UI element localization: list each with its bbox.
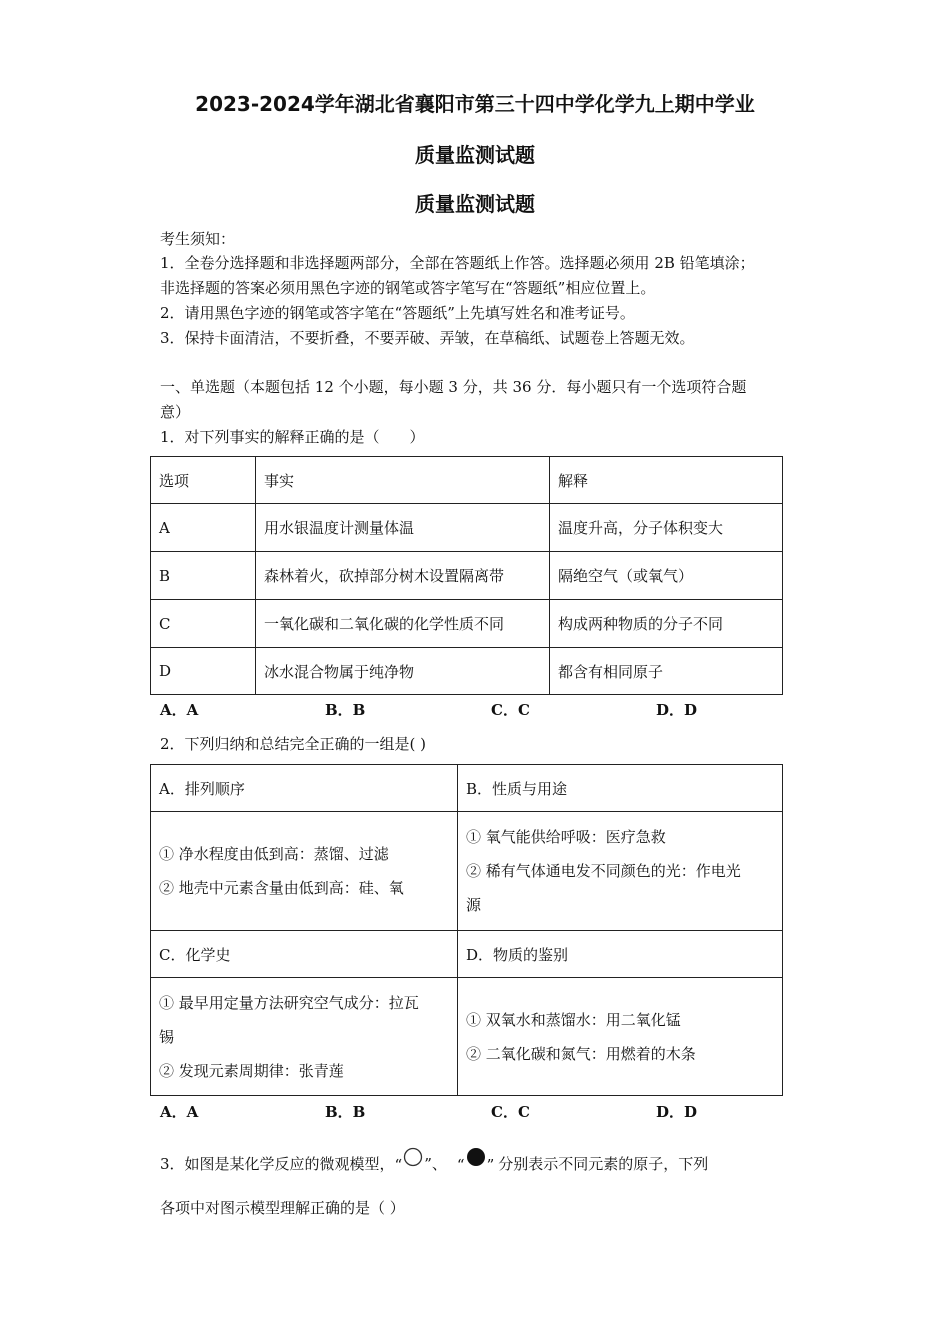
q1-row-option: A [151,504,256,552]
q2-d-line-2: ② 二氧化碳和氮气：用燃着的木条 [466,1044,696,1063]
notice-item-3: 3．保持卡面清洁，不要折叠，不要弄破、弄皱，在草稿纸、试题卷上答题无效。 [160,329,695,347]
q3-stem-prefix: 3．如图是某化学反应的微观模型， [160,1155,395,1173]
q3-stem-line-1 [160,1146,708,1174]
solid-atom-icon [465,1146,487,1168]
section1-heading-a: 一、单选题（本题包括 12 个小题，每小题 3 分，共 36 分．每小题只有一个选项符合题 [160,378,747,396]
q2-a-head: A．排列顺序 [151,765,458,812]
notice-item-1a: 1．全卷分选择题和非选择题两部分，全部在答题纸上作答。选择题必须用 2B 铅笔填涂； [160,254,755,272]
q1-choice-d[interactable]: D．D [656,701,698,719]
q1-row-explanation: 温度升高，分子体积变大 [550,504,783,552]
notice-item-2: 2．请用黑色字迹的钢笔或答字笔在“答题纸”上先填写姓名和准考证号。 [160,304,635,322]
table-row [151,600,783,648]
q2-d-head: D．物质的鉴别 [458,931,783,978]
q2-b-line-3: 源 [466,896,482,914]
section1-heading-b: 意） [160,403,191,421]
q2-a-body [151,812,458,931]
q1-row-option: B [151,552,256,600]
q1-row-explanation: 构成两种物质的分子不同 [550,600,783,648]
q2-choice-b[interactable]: B．B [325,1103,366,1121]
q1-row-option: D [151,648,256,695]
q1-header-explanation: 解释 [550,457,783,504]
q2-c-body [151,978,458,1096]
q1-row-fact: 冰水混合物属于纯净物 [256,648,550,695]
q1-row-option: C [151,600,256,648]
q1-stem: 1．对下列事实的解释正确的是（ ） [160,428,425,446]
table-row [151,978,783,1096]
quote-mark: ”、 [424,1155,447,1173]
q2-c-line-2: 锡 [159,1027,175,1046]
q1-header-row [151,457,783,504]
q2-b-head: B．性质与用途 [458,765,783,812]
q2-stem: 2．下列归纳和总结完全正确的一组是( ) [160,735,427,753]
title-line-2: 质量监测试题 [415,143,535,167]
q2-c-line-1: ① 最早用定量方法研究空气成分：拉瓦 [159,993,419,1012]
q1-choices [160,699,780,719]
q2-table [150,764,783,1096]
q2-choice-c[interactable]: C．C [491,1103,530,1121]
notice-heading: 考生须知： [160,230,236,248]
table-row [151,765,783,812]
q1-table [150,456,783,695]
quote-mark: “ [394,1156,403,1174]
table-row [151,931,783,978]
q2-d-body [458,978,783,1096]
q1-row-fact: 森林着火，砍掉部分树木设置隔离带 [256,552,550,600]
q1-row-fact: 用水银温度计测量体温 [256,504,550,552]
table-row [151,552,783,600]
q2-a-line-2: ② 地壳中元素含量由低到高：硅、氧 [159,879,404,897]
q2-b-line-1: ① 氧气能供给呼吸：医疗急救 [466,828,666,846]
q1-choice-b[interactable]: B．B [325,701,366,719]
table-row [151,648,783,695]
q2-b-body [458,812,783,931]
q2-c-line-3: ② 发现元素周期律：张青莲 [159,1061,344,1080]
q1-header-option: 选项 [151,457,256,504]
q2-b-line-2: ② 稀有气体通电发不同颜色的光：作电光 [466,862,741,880]
q1-header-fact: 事实 [256,457,550,504]
table-row [151,812,783,931]
quote-mark: “ [456,1156,465,1174]
q2-c-head: C．化学史 [151,931,458,978]
q2-d-line-1: ① 双氧水和蒸馏水：用二氧化锰 [466,1010,681,1029]
q1-row-fact: 一氧化碳和二氧化碳的化学性质不同 [256,600,550,648]
q1-row-explanation: 隔绝空气（或氧气） [550,552,783,600]
quote-mark: ” [486,1156,495,1174]
q2-choice-a[interactable]: A．A [160,1103,199,1121]
q3-stem-line-2: 各项中对图示模型理解正确的是（ ） [160,1199,405,1217]
q1-choice-c[interactable]: C．C [491,701,530,719]
title-line-1: 2023-2024学年湖北省襄阳市第三十四中学化学九上期中学业 [195,92,755,116]
hollow-atom-icon [402,1146,424,1168]
q2-a-line-1: ① 净水程度由低到高：蒸馏、过滤 [159,845,389,863]
q2-choices [160,1101,780,1121]
q3-stem-suffix: 分别表示不同元素的原子，下列 [498,1155,709,1173]
q2-choice-d[interactable]: D．D [656,1103,698,1121]
q1-row-explanation: 都含有相同原子 [550,648,783,695]
notice-item-1b: 非选择题的答案必须用黑色字迹的钢笔或答字笔写在“答题纸”相应位置上。 [160,279,656,297]
table-row [151,504,783,552]
q1-choice-a[interactable]: A．A [160,701,199,719]
title-line-3: 质量监测试题 [415,192,535,216]
